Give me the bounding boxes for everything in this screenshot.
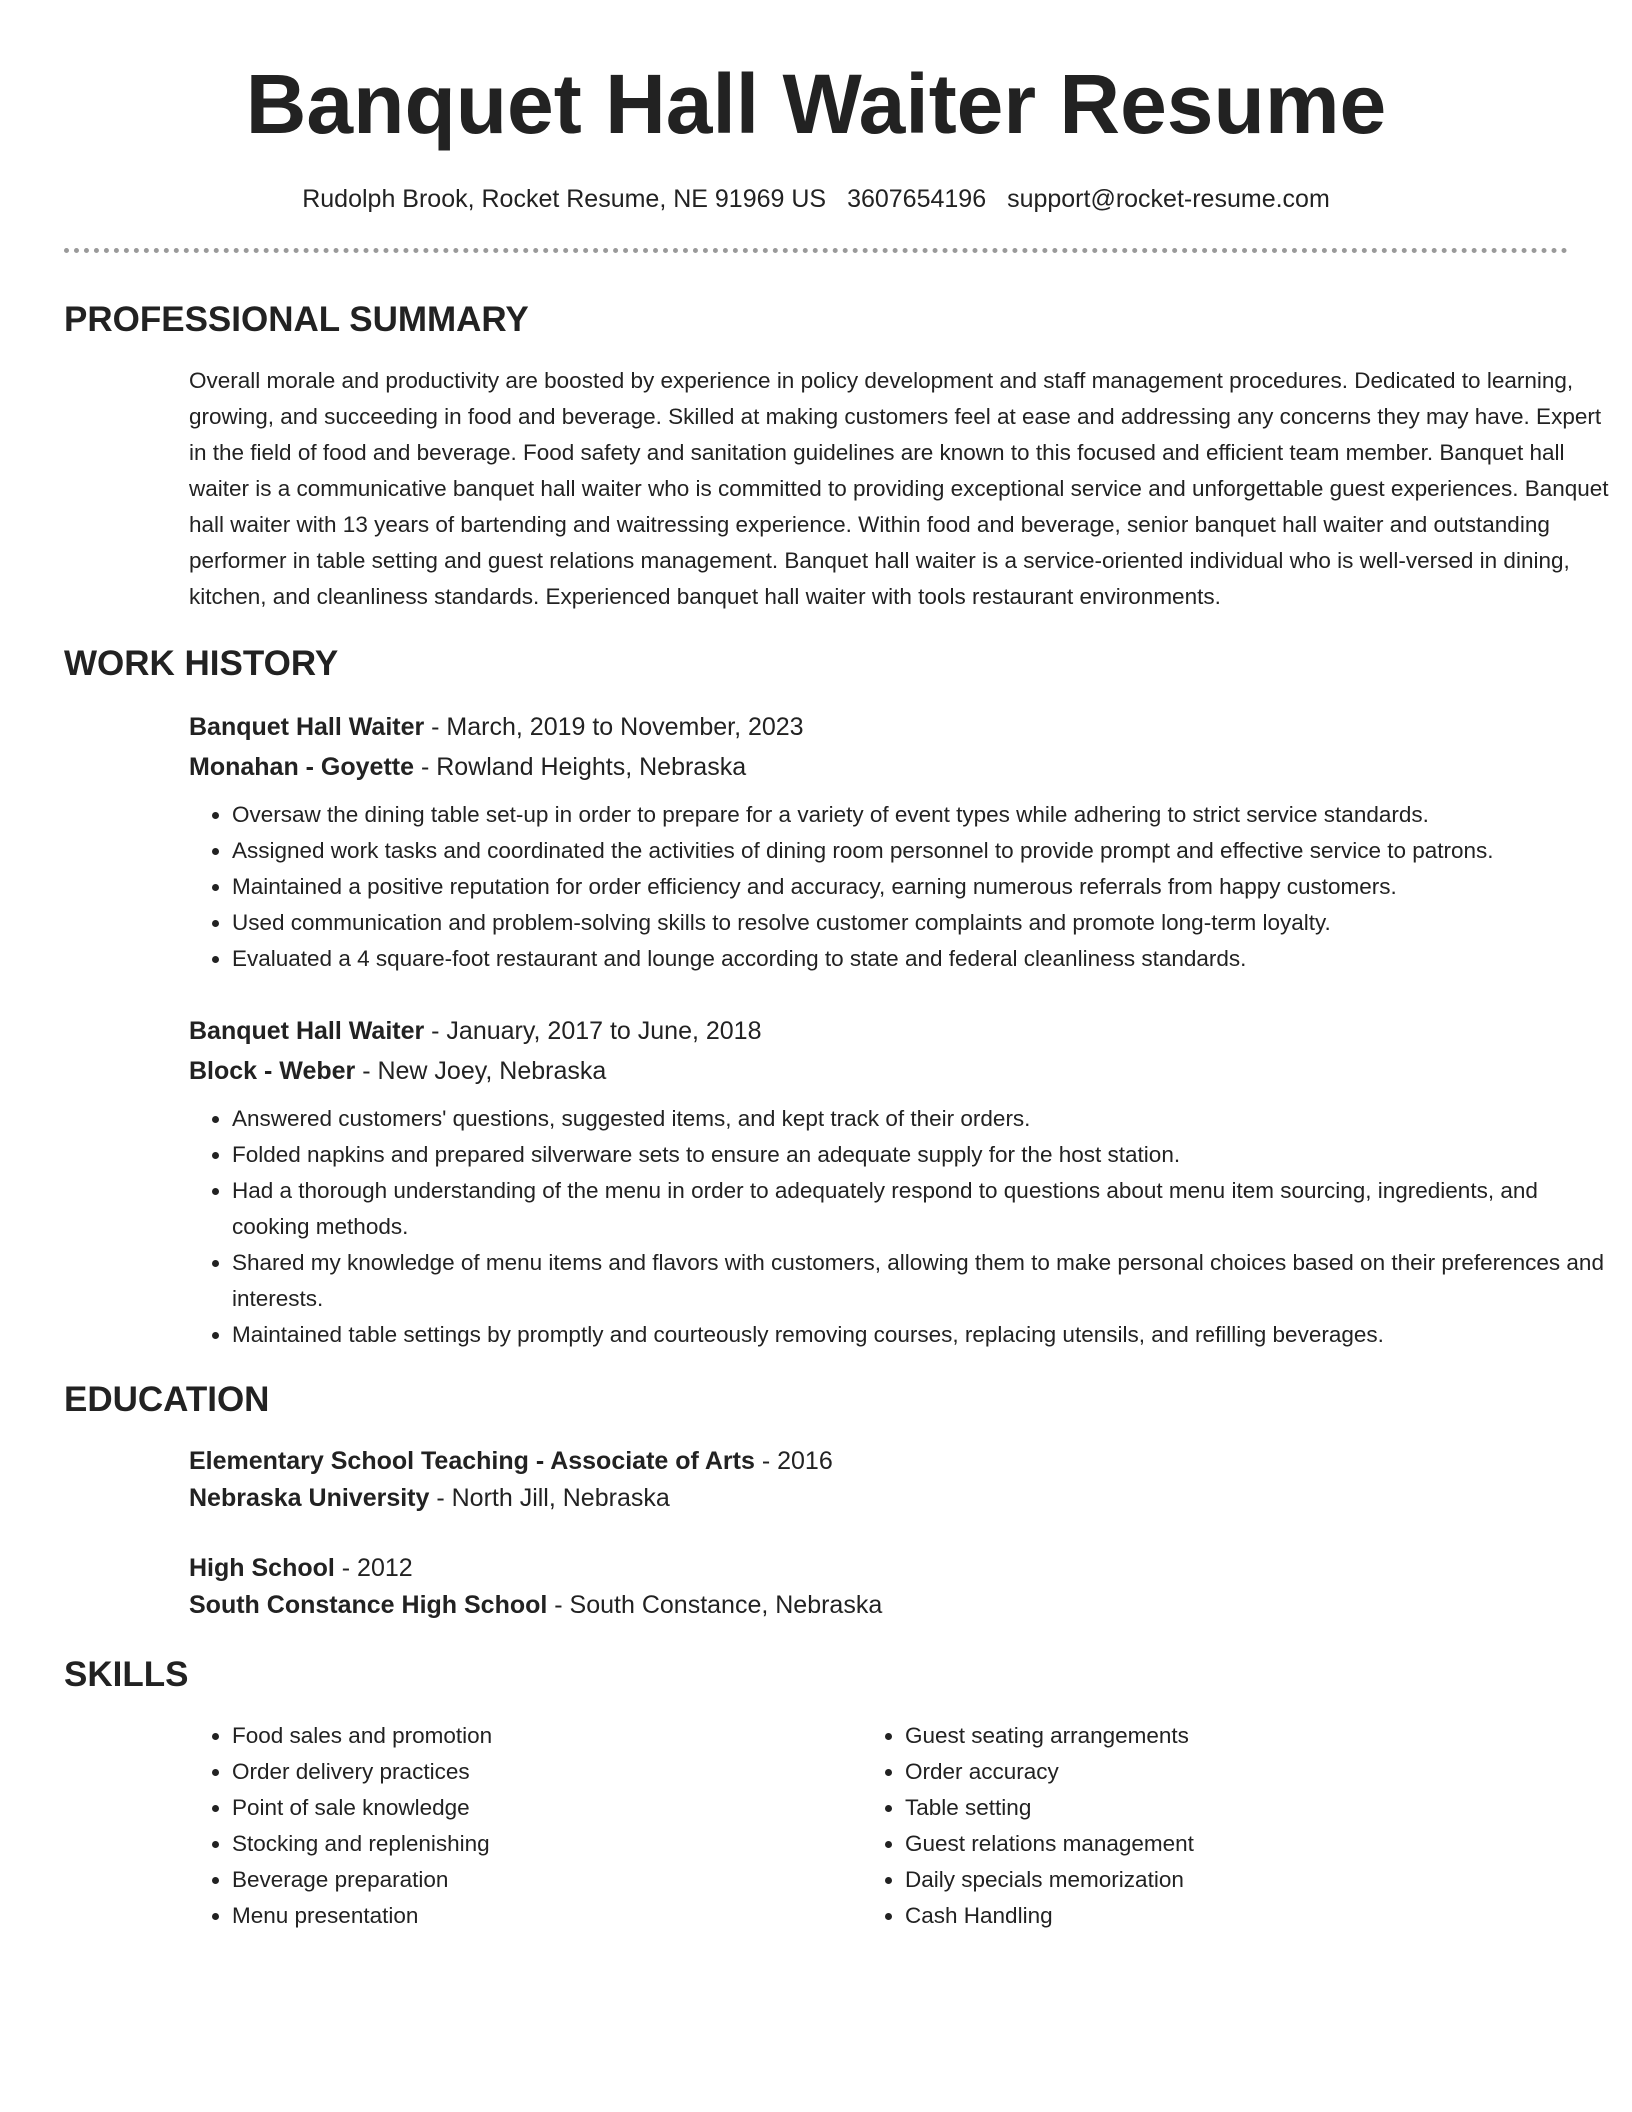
job-bullet: • Assigned work tasks and coordinated the activities of dining room personnel to provide prompt and effective service to patrons.	[232, 833, 1617, 869]
skill-item: • Food sales and promotion	[232, 1718, 862, 1754]
job-title-line	[189, 1011, 1568, 1051]
skills-columns	[189, 1718, 1568, 1934]
contact-address: Rudolph Brook, Rocket Resume, NE 91969 US	[302, 185, 827, 213]
job-company-line	[189, 747, 1568, 787]
resume-title: Banquet Hall Waiter Resume	[245, 57, 1387, 151]
job-bullet: • Maintained table settings by promptly and courteously removing courses, replacing utensils, and refilling beverages.	[232, 1317, 1617, 1353]
education-degree: Elementary School Teaching - Associate of Arts	[189, 1447, 755, 1475]
job-location: - New Joey, Nebraska	[355, 1057, 607, 1085]
job-entry	[189, 707, 1568, 977]
education-year: - 2016	[754, 1447, 833, 1475]
job-location: - Rowland Heights, Nebraska	[414, 753, 747, 781]
skill-item: • Stocking and replenishing	[232, 1826, 862, 1862]
job-dates: - January, 2017 to June, 2018	[424, 1017, 762, 1045]
skills-section	[64, 1654, 1568, 1934]
summary-section	[64, 299, 1609, 615]
education-entry	[189, 1550, 1568, 1624]
job-bullets	[189, 797, 1617, 977]
job-bullet: • Used communication and problem-solving skills to resolve customer complaints and promote long-term loyalty.	[232, 905, 1617, 941]
skill-item: • Guest relations management	[905, 1826, 1535, 1862]
education-degree: High School	[189, 1554, 335, 1582]
contact-line	[64, 184, 1568, 214]
skill-item: • Guest seating arrangements	[905, 1718, 1535, 1754]
summary-text: Overall morale and productivity are boosted by experience in policy development and staff management procedures. Dedicated to learning, growing, and succeeding in food and beverage. Skilled at making customers feel at ease and addressing any concerns they may have. Expert in the field of food and beverage. Food safety and sanitation guidelines are known to this focused and efficient team member. Banquet hall waiter is a communicative banquet hall waiter who is committed to providing exceptional service and unforgettable guest experiences. Banquet hall waiter with 13 years of bartending and waitressing experience. Within food and beverage, senior banquet hall waiter and outstanding performer in table setting and guest relations management. Banquet hall waiter is a service-oriented individual who is well-versed in dining, kitchen, and cleanliness standards. Experienced banquet hall waiter with tools restaurant environments.	[189, 368, 1609, 609]
education-heading: EDUCATION	[64, 1380, 270, 1419]
skill-item: • Order accuracy	[905, 1754, 1535, 1790]
job-bullet: • Folded napkins and prepared silverware sets to ensure an adequate supply for the host station.	[232, 1137, 1617, 1173]
job-bullet: • Evaluated a 4 square-foot restaurant and lounge according to state and federal cleanliness standards.	[232, 941, 1617, 977]
skills-heading: SKILLS	[64, 1655, 189, 1694]
job-dates: - March, 2019 to November, 2023	[424, 713, 804, 741]
job-bullet: • Shared my knowledge of menu items and flavors with customers, allowing them to make personal choices based on their preferences and interests.	[232, 1245, 1617, 1317]
education-school: South Constance High School	[189, 1591, 548, 1619]
job-company: Block - Weber	[189, 1057, 356, 1085]
work-history-section	[64, 643, 1604, 1353]
skill-item: • Table setting	[905, 1790, 1535, 1826]
job-bullet: • Oversaw the dining table set-up in order to prepare for a variety of event types while adhering to strict service standards.	[232, 797, 1617, 833]
job-entry	[189, 1011, 1604, 1353]
skill-item: • Point of sale knowledge	[232, 1790, 862, 1826]
education-degree-line	[189, 1550, 1568, 1587]
summary-heading: PROFESSIONAL SUMMARY	[64, 300, 529, 339]
education-school-line	[189, 1587, 1568, 1624]
header-divider	[64, 248, 1568, 253]
skills-list-right	[862, 1718, 1535, 1934]
education-location: - North Jill, Nebraska	[429, 1484, 670, 1512]
skill-item: • Order delivery practices	[232, 1754, 862, 1790]
job-title: Banquet Hall Waiter	[189, 1017, 425, 1045]
job-title: Banquet Hall Waiter	[189, 713, 425, 741]
job-company-line	[189, 1051, 1568, 1091]
job-company: Monahan - Goyette	[189, 753, 415, 781]
contact-email: support@rocket-resume.com	[1007, 185, 1330, 213]
contact-phone: 3607654196	[847, 185, 987, 213]
education-entry	[189, 1443, 1568, 1517]
job-title-line	[189, 707, 1568, 747]
skill-item: • Menu presentation	[232, 1898, 862, 1934]
job-bullet: • Maintained a positive reputation for order efficiency and accuracy, earning numerous referrals from happy customers.	[232, 869, 1617, 905]
skill-item: • Beverage preparation	[232, 1862, 862, 1898]
job-bullets	[189, 1101, 1617, 1353]
education-school: Nebraska University	[189, 1484, 430, 1512]
skills-list-left	[189, 1718, 862, 1934]
education-section	[64, 1379, 1568, 1624]
skill-item: • Cash Handling	[905, 1898, 1535, 1934]
work-history-heading: WORK HISTORY	[64, 644, 339, 683]
education-location: - South Constance, Nebraska	[547, 1591, 883, 1619]
education-degree-line	[189, 1443, 1568, 1480]
skill-item: • Daily specials memorization	[905, 1862, 1535, 1898]
education-year: - 2012	[334, 1554, 413, 1582]
job-bullet: • Had a thorough understanding of the menu in order to adequately respond to questions about menu item sourcing, ingredients, and cooking methods.	[232, 1173, 1617, 1245]
education-school-line	[189, 1480, 1568, 1517]
job-bullet: • Answered customers' questions, suggested items, and kept track of their orders.	[232, 1101, 1617, 1137]
